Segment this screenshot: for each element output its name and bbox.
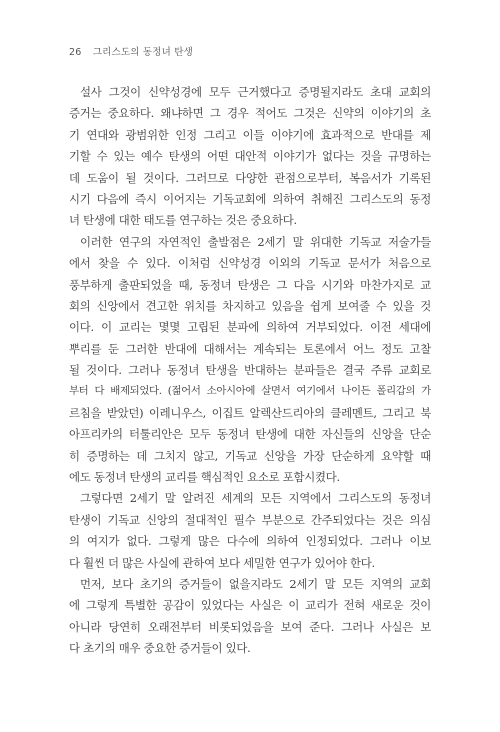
page-number: 26 xyxy=(69,47,82,58)
text-line: 뿌리를 둔 그러한 반대에 대해서는 계속되는 토론에서 어느 정도 고찰 xyxy=(69,341,431,356)
text-line: 히 증명하는 데 그치지 않고, 기독교 신앙을 가장 단순하게 요약할 때 xyxy=(69,448,431,463)
text-line: 기 연대와 광범위한 인정 그리고 이들 이야기에 효과적으로 반대를 제 xyxy=(69,127,431,142)
body-text xyxy=(69,82,431,660)
text-line: 이러한 연구의 자연적인 출발점은 2세기 말 위대한 기독교 저술가들 xyxy=(80,234,431,249)
text-line: 그렇다면 2세기 말 알려진 세계의 모든 지역에서 그리스도의 동정녀 xyxy=(80,491,431,506)
text-line: 아니라 당연히 오래전부터 비롯되었음을 보여 준다. 그러나 사실은 보 xyxy=(69,619,431,634)
text-line: 녀 탄생에 대한 태도를 연구하는 것은 중요하다. xyxy=(69,213,297,228)
text-line: 다 초기의 매우 중요한 증거들이 있다. xyxy=(69,641,251,656)
text-line: 부터 다 배제되었다. (젊어서 소아시아에 살면서 여기에서 나이든 폴리갑의 가 xyxy=(69,385,431,398)
text-line: 에서 찾을 수 있다. 이처럼 신약성경 이외의 기독교 문서가 처음으로 xyxy=(69,256,431,271)
text-line: 먼저, 보다 초기의 증거들이 없을지라도 2세기 말 모든 지역의 교회 xyxy=(80,576,431,591)
text-line: 회의 신앙에서 견고한 위치를 차지하고 있음을 쉽게 보여줄 수 있을 것 xyxy=(69,298,431,313)
text-line: 다 훨씬 더 많은 사실에 관하여 보다 세밀한 연구가 있어야 한다. xyxy=(69,555,375,570)
text-line: 시기 다음에 즉시 이어지는 기독교회에 의하여 취해진 그리스도의 동정 xyxy=(69,191,431,206)
text-line: 풍부하게 출판되었을 때, 동정녀 탄생은 그 다음 시기와 마찬가지로 교 xyxy=(69,277,431,292)
chapter-title: 그리스도의 동정녀 탄생 xyxy=(92,47,193,58)
text-line: 기할 수 있는 예수 탄생의 어떤 대안적 이야기가 없다는 것을 규명하는 xyxy=(69,149,431,164)
text-line: 이다. 이 교리는 몇몇 고립된 분파에 의하여 거부되었다. 이전 세대에 xyxy=(69,320,431,335)
text-line: 에도 동정녀 탄생의 교리를 핵심적인 요소로 포함시켰다. xyxy=(69,470,340,485)
text-line: 데 도움이 될 것이다. 그러므로 다양한 관점으로부터, 복음서가 기록된 xyxy=(69,170,431,185)
text-line: 탄생이 기독교 신앙의 절대적인 필수 부분으로 간주되었다는 것은 의심 xyxy=(69,512,431,527)
text-line: 에 그렇게 특별한 공감이 있었다는 사실은 이 교리가 전혀 새로운 것이 xyxy=(69,598,431,613)
text-line: 될 것이다. 그러나 동정녀 탄생을 반대하는 분파들은 결국 주류 교회로 xyxy=(69,363,431,378)
text-line: 의 여지가 없다. 그렇게 많은 다수에 의하여 인정되었다. 그러나 이보 xyxy=(69,534,431,549)
text-line: 르침을 받았던) 이레니우스, 이집트 알렉산드리아의 클레멘트, 그리고 북 xyxy=(69,405,431,420)
text-line: 아프리카의 터툴리안은 모두 동정녀 탄생에 대한 자신들의 신앙을 단순 xyxy=(69,427,431,442)
text-line: 설사 그것이 신약성경에 모두 근거했다고 증명될지라도 초대 교회의 xyxy=(80,85,431,99)
text-line: 증거는 중요하다. 왜냐하면 그 경우 적어도 그것은 신약의 이야기의 초 xyxy=(69,106,431,121)
running-header xyxy=(69,44,193,58)
